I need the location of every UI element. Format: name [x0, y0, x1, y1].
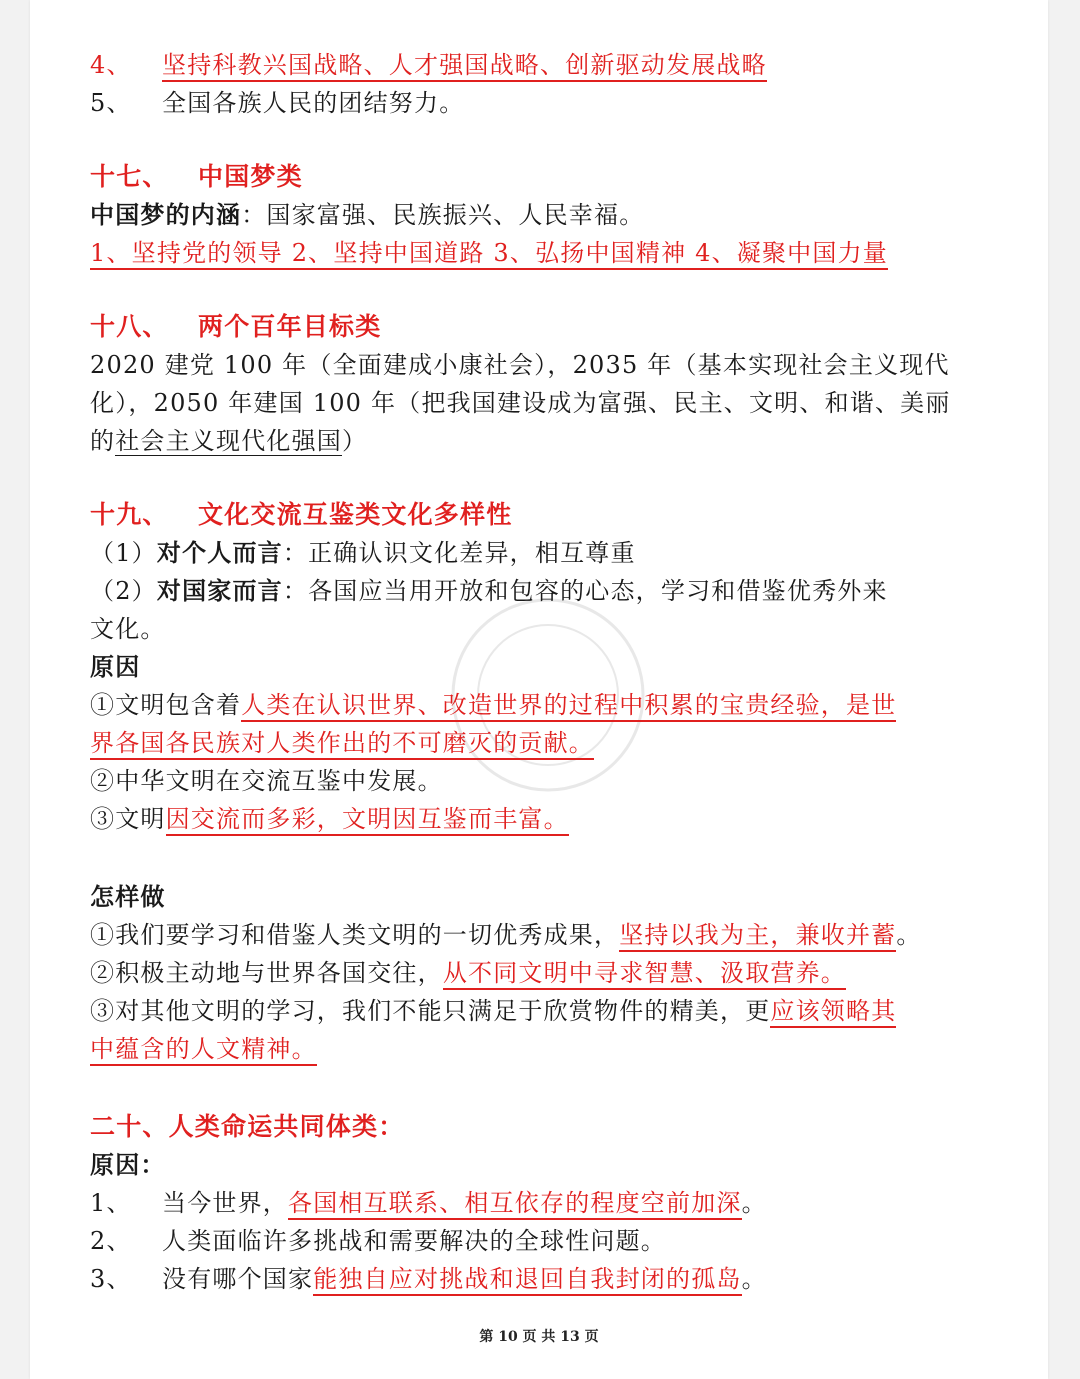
s19-p2-label: 对国家而言	[156, 577, 283, 605]
s18-line3-a: 的	[90, 427, 116, 455]
s17-label: 中国梦的内涵	[90, 201, 242, 229]
s20-i2-text: 人类面临许多挑战和需要解决的全球性问题。	[162, 1227, 666, 1255]
s19-point-1	[90, 534, 1020, 572]
document-page	[30, 0, 1048, 1379]
page-footer: 第 10 页 共 13 页	[479, 1329, 599, 1345]
s20-i1-num: 1、	[90, 1189, 132, 1217]
s20-item-1	[90, 1184, 1020, 1222]
s17-heading-title: 中国梦类	[198, 162, 303, 191]
s19-reason-label: 原因	[90, 653, 141, 681]
s19-how-3	[90, 992, 1020, 1030]
s16-item4-num: 4、	[90, 51, 132, 79]
s19-reason-2: ②中华文明在交流互鉴中发展。	[90, 767, 443, 795]
s19-h3-b: 应该领略其	[770, 997, 896, 1028]
s19-p1-label: 对个人而言	[156, 539, 283, 567]
s17-definition	[90, 196, 1020, 234]
s19-h1-b: 坚持以我为主，兼收并蓄	[619, 921, 896, 952]
s20-i3-c: 。	[741, 1265, 767, 1293]
s19-how-2	[90, 954, 1020, 992]
s17-sep: ：	[241, 201, 267, 229]
s17-heading	[90, 158, 1020, 196]
s17-text: 国家富强、民族振兴、人民幸福。	[266, 201, 645, 229]
s20-reason-label: 原因：	[90, 1151, 166, 1179]
s20-i3-b: 能独自应对挑战和退回自我封闭的孤岛	[313, 1265, 741, 1296]
s18-line3-c: ）	[342, 427, 368, 455]
s20-i1-b: 各国相互联系、相互依存的程度空前加深	[288, 1189, 742, 1220]
s20-item-3	[90, 1260, 1020, 1298]
s16-item5-text: 全国各族人民的团结努力。	[162, 89, 465, 117]
s16-item5	[90, 84, 1020, 122]
s20-heading: 二十、人类命运共同体类：	[90, 1112, 405, 1141]
s19-p2-num: （2）	[90, 577, 157, 605]
s17-points	[90, 234, 1020, 272]
s19-h2-a: ②积极主动地与世界各国交往，	[90, 959, 443, 987]
s19-r3-b: 因交流而多彩，文明因互鉴而丰富。	[166, 805, 569, 836]
s20-i3-a: 没有哪个国家	[162, 1265, 314, 1293]
s19-r1-a: ①文明包含着	[90, 691, 242, 719]
s16-item4-text: 坚持科教兴国战略、人才强国战略、创新驱动发展战略	[162, 51, 767, 82]
s20-item-2	[90, 1222, 1020, 1260]
s19-p2-text: ：各国应当用开放和包容的心态，学习和借鉴优秀外来	[282, 577, 888, 605]
s18-line-1: 2020 建党 100 年（全面建成小康社会），2035 年（基本实现社会主义现代	[90, 351, 950, 379]
s18-heading-title: 两个百年目标类	[198, 312, 382, 341]
s17-points-text: 1、坚持党的领导 2、坚持中国道路 3、弘扬中国精神 4、凝聚中国力量	[90, 239, 888, 270]
s19-h3-a: ③对其他文明的学习，我们不能只满足于欣赏物件的精美，更	[90, 997, 771, 1025]
s18-line-3	[90, 422, 1020, 460]
s19-r1-b: 人类在认识世界、改造世界的过程中积累的宝贵经验，是世	[241, 691, 896, 722]
s19-how-1	[90, 916, 1020, 954]
s19-reason-1-cont	[90, 724, 1020, 762]
s19-r1-c: 界各国各民族对人类作出的不可磨灭的贡献。	[90, 729, 594, 760]
s19-heading-num: 十九、	[90, 500, 169, 529]
s19-h2-b: 从不同文明中寻求智慧、汲取营养。	[443, 959, 846, 990]
s19-heading	[90, 496, 1020, 534]
s18-heading-num: 十八、	[90, 312, 169, 341]
s19-reason-1	[90, 686, 1020, 724]
s18-heading	[90, 308, 1020, 346]
s18-line3-b: 社会主义现代化强国	[115, 427, 343, 455]
s20-i1-a: 当今世界，	[162, 1189, 288, 1217]
s19-how-3-cont	[90, 1030, 1020, 1068]
s17-heading-num: 十七、	[90, 162, 169, 191]
s20-i3-num: 3、	[90, 1265, 132, 1293]
s20-i2-num: 2、	[90, 1227, 132, 1255]
s19-h1-a: ①我们要学习和借鉴人类文明的一切优秀成果，	[90, 921, 620, 949]
s19-p1-text: ：正确认识文化差异，相互尊重	[282, 539, 636, 567]
s18-line-2: 化），2050 年建国 100 年（把我国建设成为富强、民主、文明、和谐、美丽	[90, 389, 951, 417]
s20-i1-c: 。	[741, 1189, 767, 1217]
s16-item5-num: 5、	[90, 89, 132, 117]
s19-p1-num: （1）	[90, 539, 157, 567]
s19-h3-c: 中蕴含的人文精神。	[90, 1035, 317, 1066]
s16-item4	[90, 46, 1020, 84]
s19-h1-c: 。	[896, 921, 922, 949]
document-content	[90, 46, 1020, 1298]
s19-reason-3	[90, 800, 1020, 838]
s19-how-label: 怎样做	[90, 883, 166, 911]
s19-point-2-cont: 文化。	[90, 615, 166, 643]
s19-r3-a: ③文明	[90, 805, 166, 833]
s19-point-2	[90, 572, 1020, 610]
s19-heading-title: 文化交流互鉴类文化多样性	[198, 500, 513, 529]
